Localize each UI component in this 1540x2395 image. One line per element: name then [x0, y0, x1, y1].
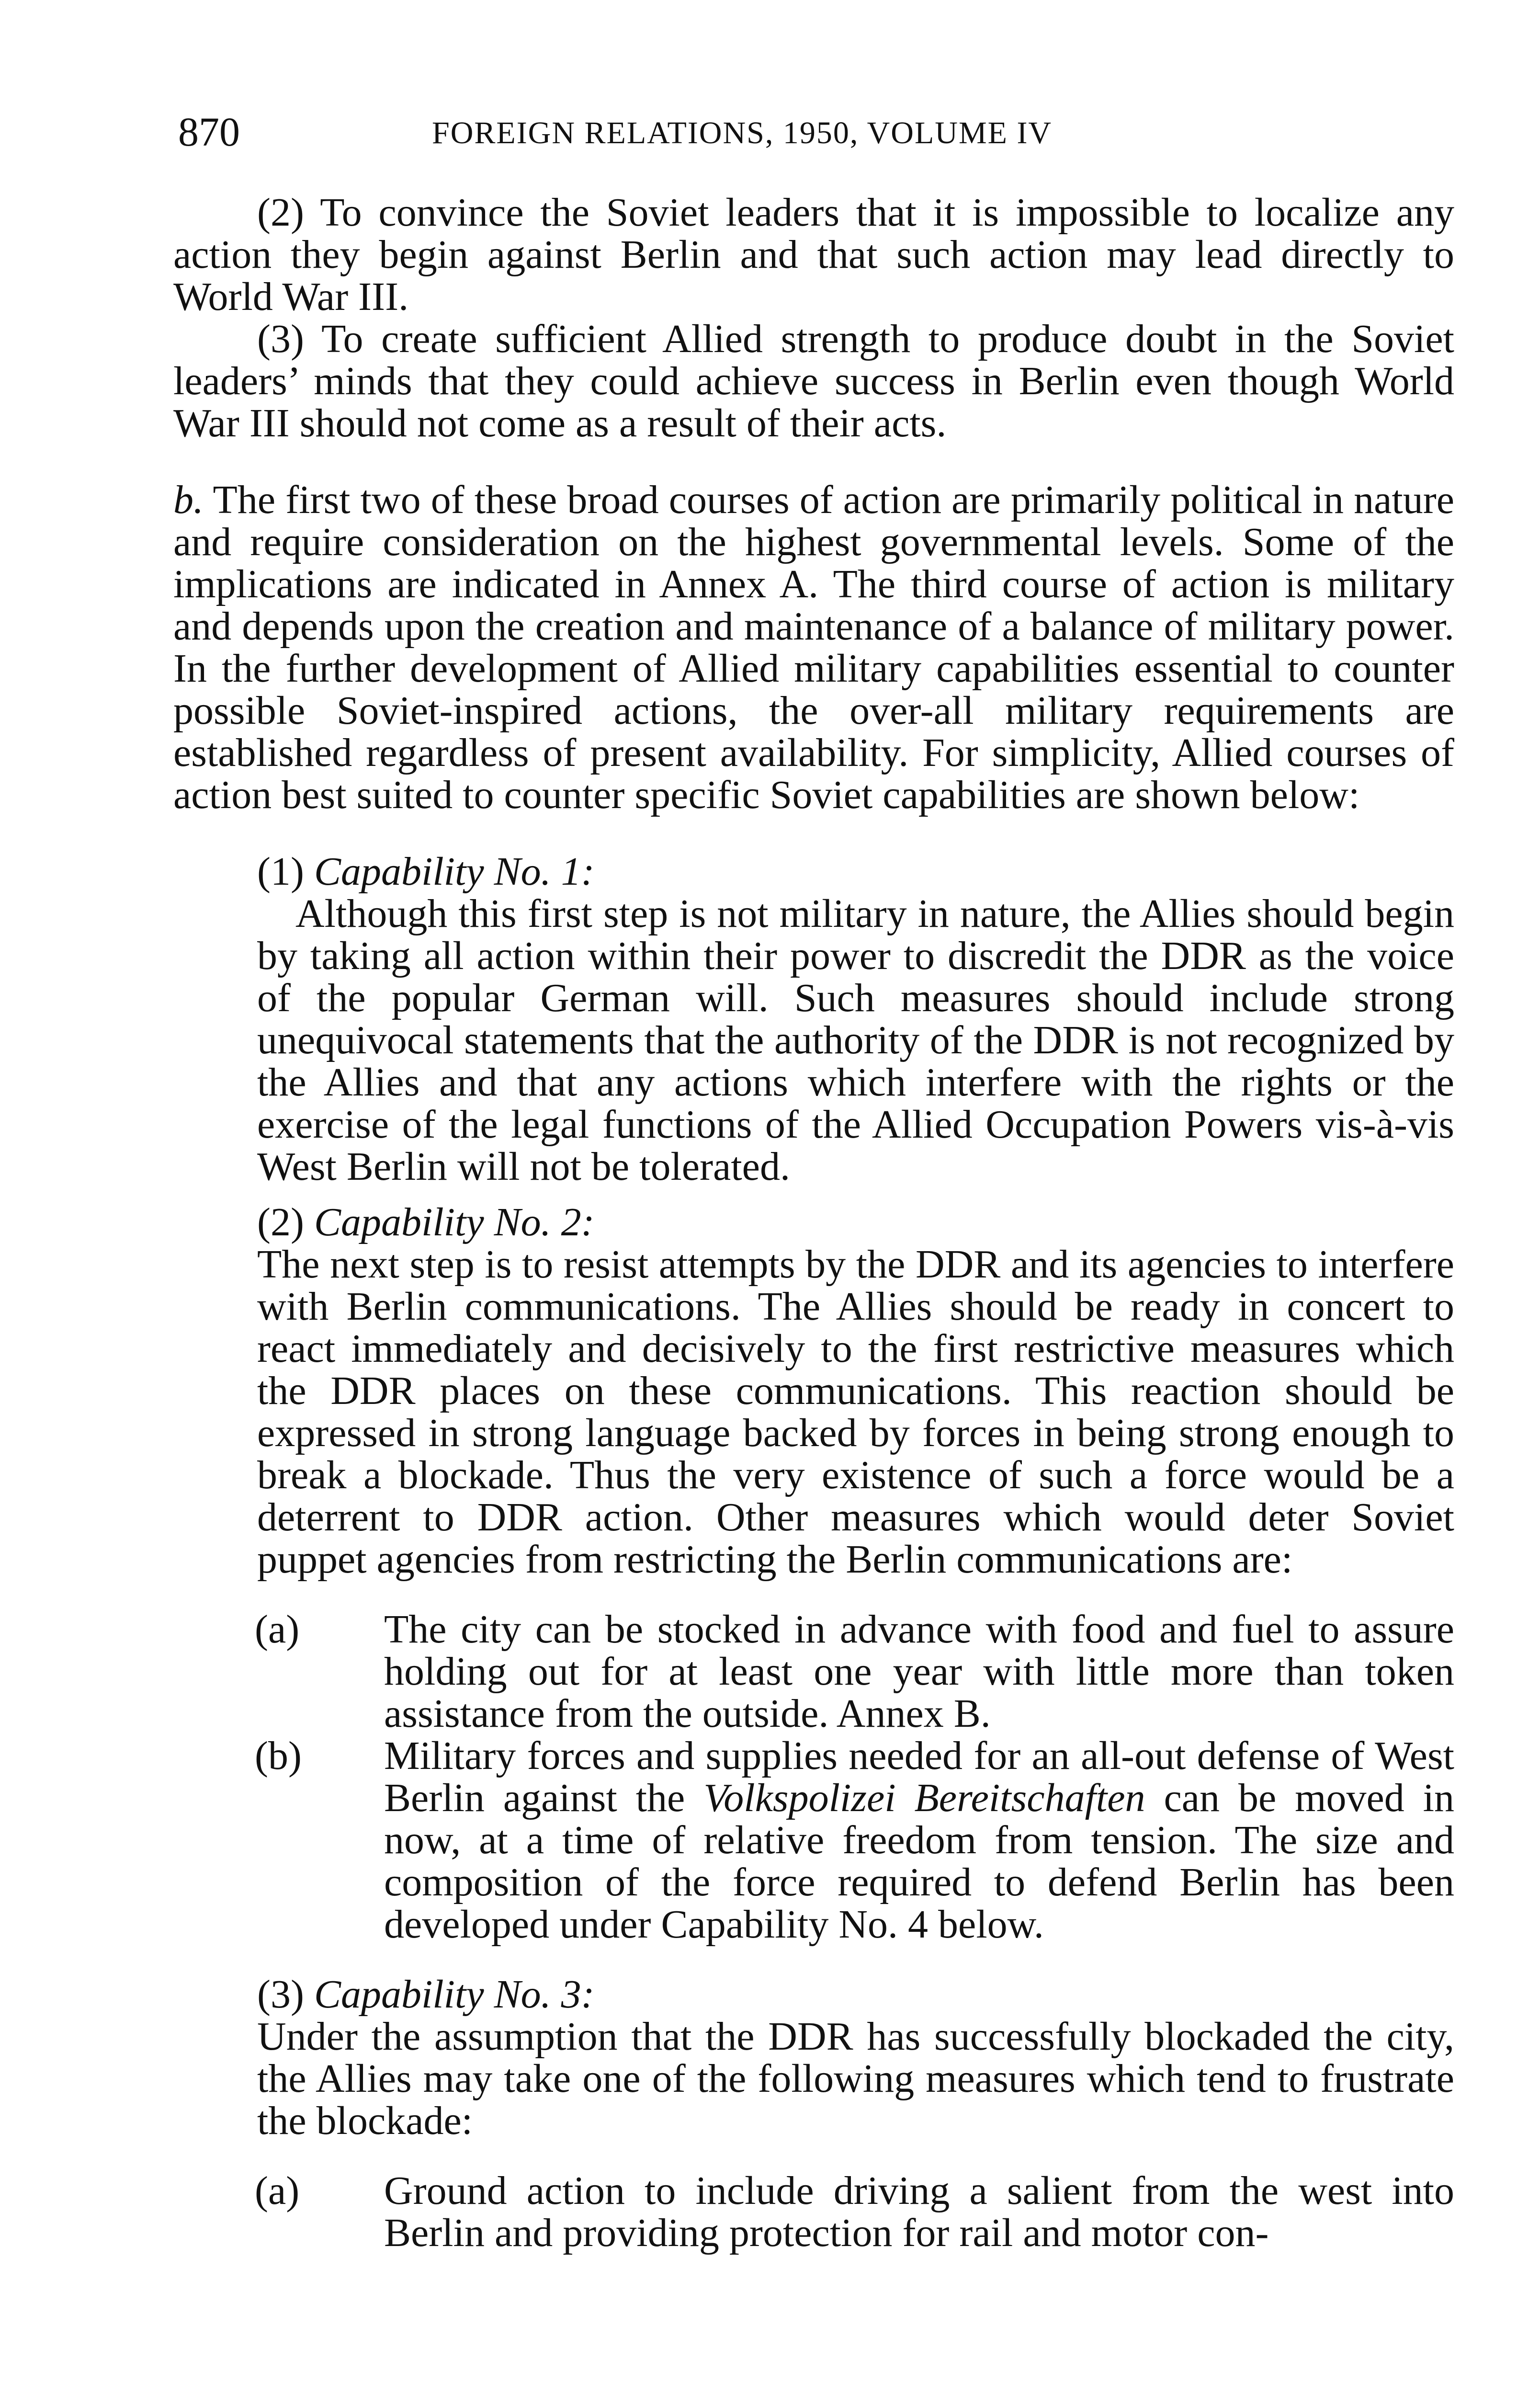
- capability-3-text: Under the assumption that the DDR has successfully blockaded the city, the Allies may take one of the following measures which tend to frustrate the blockade:: [257, 2014, 1454, 2143]
- capability-2-number: (2): [257, 1200, 304, 1244]
- capability-2-item-a-text: The city can be stocked in advance with food and fuel to assure holding out for at least one year with little more than token assistance from the outside. Annex B.: [384, 1607, 1454, 1736]
- running-title: FOREIGN RELATIONS, 1950, VOLUME IV: [432, 115, 1053, 150]
- paragraph-b: [173, 479, 1454, 816]
- capability-2-heading: [173, 1201, 1454, 1243]
- paragraph-b-label: b.: [173, 478, 204, 522]
- page-number: 870: [178, 109, 240, 155]
- capability-1-text: Although this first step is not military in nature, the Allies should begin by taking all action within their power to discredit the DDR as the voice of the popular German will. Such measures should include strong unequivocal statements that the authority of the DDR is not recognized by the Allies and that any actions which interfere with the rights or the exercise of the legal functions of the Allied Occupation Powers vis-à-vis West Berlin will not be tolerated.: [257, 891, 1454, 1189]
- capability-2-item-a: [173, 1608, 1454, 1735]
- capability-2-item-b-text-1: Military forces and supplies needed for an all-out defense of West Berlin against the: [384, 1734, 1454, 1820]
- capability-3-item-a-label: (a): [255, 2168, 300, 2213]
- capability-3-number: (3): [257, 1972, 304, 2017]
- capability-1-heading: [173, 851, 1454, 893]
- capability-3-item-a-text: Ground action to include driving a salient from the west into Berlin and providing protection for rail and motor con-: [384, 2168, 1454, 2255]
- capability-3-item-a: [173, 2170, 1454, 2254]
- capability-1-number: (1): [257, 849, 304, 894]
- body-text: [173, 192, 1454, 2254]
- capability-1-label: Capability No. 1:: [314, 849, 595, 894]
- capability-2-item-b-italic: Volkspolizei Bereitschaften: [703, 1776, 1145, 1820]
- paragraph-b-text: [173, 478, 1454, 817]
- paragraph-item-3: (3) To create sufficient Allied strength to produce doubt in the Soviet leaders’ minds that they could achieve success in Berlin even though World War III should not come as a result of their acts.: [173, 317, 1454, 445]
- capability-2-item-a-label: (a): [255, 1607, 300, 1652]
- paragraph-b-body: The first two of these broad courses of action are primarily political in nature and require consideration on the highest governmental levels. Some of the implications are indicated in Annex A. The third course of action is military and depends upon the creation and maintenance of a balance of military power. In the further development of Allied military capabilities essential to counter possible Soviet-inspired actions, the over-all military requirements are established regardless of present availability. For simplicity, Allied courses of action best suited to counter specific Soviet capabilities are shown below:: [173, 478, 1454, 817]
- paragraph-item-2: (2) To convince the Soviet leaders that it is impossible to localize any action they begin against Berlin and that such action may lead directly to World War III.: [173, 190, 1454, 319]
- capability-2-item-b-text-2: can be moved in now, at a time of relative freedom from tension. The size and composition of the force required to defend Berlin has been developed under Capability No. 4 below.: [384, 1776, 1455, 1947]
- capability-2-text: The next step is to resist attempts by the DDR and its agencies to interfere with Berlin communications. The Allies should be ready in concert to react immediately and decisively to the first restrictive measures which the DDR places on these communications. This reaction should be expressed in strong language backed by forces in being strong enough to break a blockade. Thus the very existence of such a force would be a deterrent to DDR action. Other measures which would deter Soviet puppet agencies from restricting the Berlin communications are:: [257, 1242, 1454, 1582]
- running-head: [178, 103, 1471, 160]
- capability-2-item-b: [173, 1735, 1454, 1946]
- capability-2-item-b-label: (b): [255, 1734, 302, 1778]
- capability-2-label: Capability No. 2:: [314, 1200, 595, 1244]
- capability-3-label: Capability No. 3:: [314, 1972, 595, 2017]
- capability-3-heading: [173, 1973, 1454, 2016]
